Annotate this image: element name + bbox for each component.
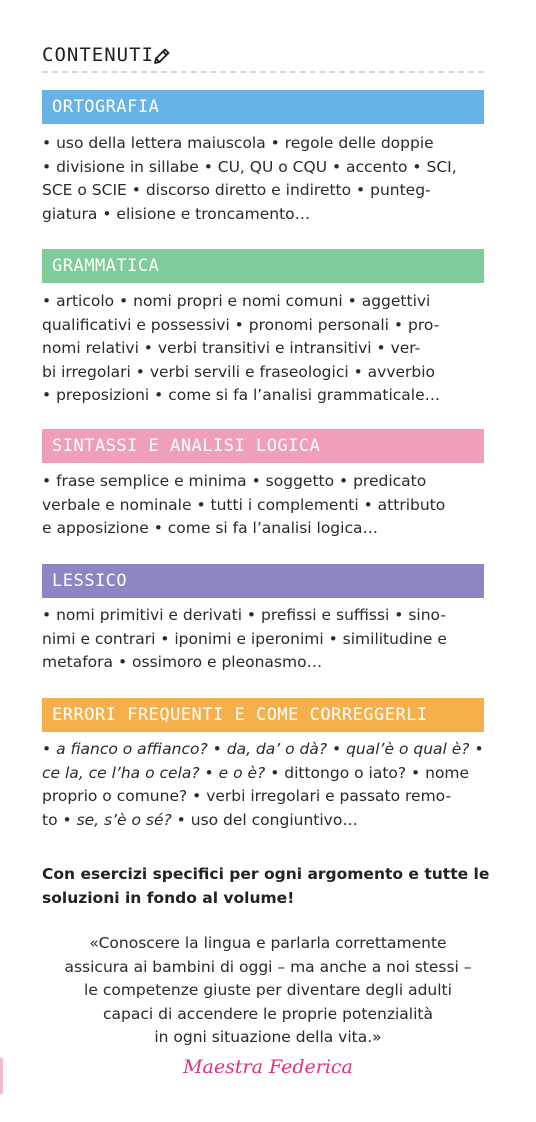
text-line: soluzioni in fondo al volume! (42, 889, 295, 907)
quote-line: in ogni situazione della vita.» (154, 1028, 382, 1047)
text-line (42, 738, 486, 762)
text-segment: qual’è o qual è? (346, 740, 470, 758)
text-line: • uso della lettera maiuscola • regole delle doppie (42, 134, 434, 152)
text-line (42, 762, 486, 786)
text-segment: da, da’ o dà? (226, 740, 328, 758)
text-segment: • (469, 740, 484, 758)
text-line (42, 785, 486, 809)
text-segment: se, s’è o sé? (76, 810, 172, 829)
text-segment: a fianco o affianco? (56, 740, 208, 758)
text-line: • divisione in sillabe • CU, QU o CQU • accento • SCI, (42, 157, 457, 176)
text-line: SCE o SCIE • discorso diretto e indiretto • punteg- (42, 181, 431, 200)
contents-title: CONTENUTI (42, 44, 154, 66)
text-line: • preposizioni • come si fa l’analisi grammaticale… (42, 386, 441, 405)
text-segment: • (42, 740, 57, 758)
text-line: bi irregolari • verbi servili e fraseologici • avverbio (42, 362, 436, 381)
text-line: giatura • elisione e troncamento… (42, 204, 311, 223)
quote-line: assicura ai bambini di oggi – ma anche a noi stessi – (64, 957, 472, 976)
section-text-ortografia (42, 132, 486, 226)
quote-line: le competenze giuste per diventare degli adulti (84, 981, 452, 1000)
text-segment: • (199, 763, 219, 782)
signature: Maestra Federica (183, 1056, 353, 1078)
quote-line: capaci di accendere le proprie potenzialità (103, 1004, 433, 1023)
text-line (42, 809, 486, 833)
header-divider (42, 71, 484, 73)
section-band-lessico: LESSICO (42, 564, 484, 598)
text-line: • frase semplice e minima • soggetto • predicato (42, 472, 427, 490)
section-band-errori: ERRORI FREQUENTI E COME CORREGGERLI (42, 698, 484, 732)
section-band-sintassi: SINTASSI E ANALISI LOGICA (42, 429, 484, 463)
text-line: nimi e contrari • iponimi e iperonimi • similitudine e (42, 629, 447, 648)
edge-mark (0, 1058, 3, 1094)
text-segment: e o è? (218, 763, 266, 782)
text-segment: to • (42, 810, 77, 829)
text-line: metafora • ossimoro e pleonasmo… (42, 653, 323, 672)
section-band-ortografia: ORTOGRAFIA (42, 90, 484, 124)
text-segment: • (207, 740, 227, 758)
text-segment: • dittongo o iato? • nome (265, 763, 470, 782)
text-segment: • uso del congiuntivo… (171, 810, 358, 829)
text-segment: • (327, 740, 347, 758)
text-line: Con esercizi specifici per ogni argomento e tutte le (42, 865, 490, 883)
text-line: e apposizione • come si fa l’analisi logica… (42, 519, 378, 538)
text-line: • articolo • nomi propri e nomi comuni • aggettivi (42, 292, 431, 310)
exercises-note (42, 862, 490, 910)
section-text-lessico (42, 604, 486, 675)
contents-header (42, 44, 484, 74)
pencil-icon (152, 46, 172, 70)
section-text-errori (42, 738, 486, 832)
text-line: qualificativi e possessivi • pronomi personali • pro- (42, 315, 440, 334)
text-line: verbale e nominale • tutti i complementi • attributo (42, 495, 446, 514)
text-line: • nomi primitivi e derivati • prefissi e suffissi • sino- (42, 606, 446, 624)
quote-block (42, 932, 494, 1050)
text-segment: ce la, ce l’ha o cela? (42, 763, 200, 782)
section-band-grammatica: GRAMMATICA (42, 249, 484, 283)
section-text-grammatica (42, 290, 486, 408)
section-text-sintassi (42, 470, 486, 541)
text-segment: proprio o comune? • verbi irregolari e passato remo- (42, 787, 452, 806)
quote-line: «Conoscere la lingua e parlarla correttamente (89, 934, 447, 952)
text-line: nomi relativi • verbi transitivi e intransitivi • ver- (42, 339, 421, 358)
